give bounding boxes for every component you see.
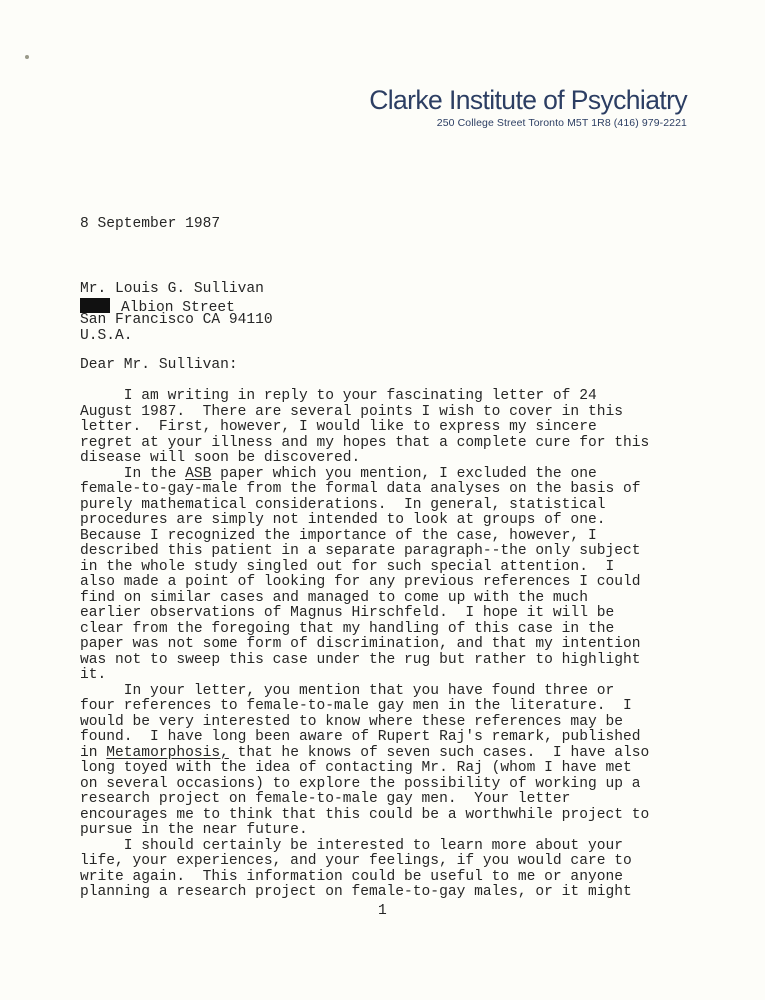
body-line: would be very interested to know where these references may be — [80, 713, 623, 730]
letter-date: 8 September 1987 — [80, 216, 221, 232]
paper-speck — [25, 55, 29, 59]
organization-name: Clarke Institute of Psychiatry — [369, 85, 687, 115]
asb-journal-abbrev: ASB — [185, 465, 212, 482]
body-line: find on similar cases and managed to come up with the much — [80, 589, 588, 606]
recipient-address — [80, 282, 273, 344]
salutation: Dear Mr. Sullivan: — [80, 357, 238, 373]
body-line: paper was not some form of discrimination, and that my intention — [80, 636, 641, 652]
body-line: in the whole study singled out for such special attention. I — [80, 558, 615, 575]
street-name: Albion Street — [121, 299, 235, 316]
body-line: research project on female-to-male gay men. Your letter — [80, 791, 571, 807]
body-line: life, your experiences, and your feelings, if you would care to — [80, 853, 632, 869]
body-line: clear from the foregoing that my handling of this case in the — [80, 620, 615, 637]
body-line: August 1987. There are several points I wish to cover in this — [80, 403, 623, 420]
recipient-name: Mr. Louis G. Sullivan — [80, 281, 264, 297]
body-line: long toyed with the idea of contacting Mr. Raj (whom I have met — [80, 760, 632, 776]
body-line: I should certainly be interested to learn more about your — [80, 837, 623, 854]
body-line: planning a research project on female-to-gay males, or it might — [80, 884, 632, 900]
body-line: encourages me to think that this could be a worthwhile project to — [80, 806, 650, 823]
body-line: write again. This information could be useful to me or anyone — [80, 868, 623, 885]
body-line-asb: In the ASB paper which you mention, I excluded the one — [80, 465, 597, 482]
body-line: disease will soon be discovered. — [80, 450, 361, 466]
body-line: found. I have long been aware of Rupert Raj's remark, published — [80, 729, 641, 745]
body-line: earlier observations of Magnus Hirschfeld. I hope it will be — [80, 605, 615, 621]
body-line: letter. First, however, I would like to express my sincere — [80, 419, 597, 435]
redaction-box — [80, 298, 110, 313]
body-line: on several occasions) to explore the possibility of working up a — [80, 775, 641, 792]
recipient-city: San Francisco CA 94110 — [80, 312, 273, 328]
body-line: procedures are simply not intended to look at groups of one. — [80, 512, 606, 528]
body-line: it. — [80, 667, 107, 683]
recipient-country: U.S.A. — [80, 327, 133, 344]
body-line: regret at your illness and my hopes that a complete cure for this — [80, 434, 650, 451]
body-line: I am writing in reply to your fascinating letter of 24 — [80, 388, 597, 404]
body-line: Because I recognized the importance of the case, however, I — [80, 527, 597, 544]
body-line: also made a point of looking for any previous references I could — [80, 574, 641, 590]
body-line: described this patient in a separate paragraph--the only subject — [80, 543, 641, 559]
letter-body — [80, 389, 649, 901]
body-line: purely mathematical considerations. In general, statistical — [80, 496, 606, 513]
body-line: In your letter, you mention that you have found three or — [80, 682, 615, 699]
body-line: pursue in the near future. — [80, 822, 308, 838]
body-line: four references to female-to-male gay men in the literature. I — [80, 698, 632, 714]
body-line: female-to-gay-male from the formal data analyses on the basis of — [80, 481, 641, 497]
organization-address: 250 College Street Toronto M5T 1R8 (416) 979-2221 — [436, 117, 687, 129]
recipient-street — [80, 298, 273, 314]
metamorphosis-title: Metamorphosis, — [106, 744, 229, 761]
body-line: was not to sweep this case under the rug but rather to highlight — [80, 651, 641, 668]
body-line-metamorphosis: in Metamorphosis, that he knows of seven such cases. I have also — [80, 744, 650, 761]
page-number: 1 — [378, 903, 387, 919]
letterhead — [369, 84, 687, 129]
